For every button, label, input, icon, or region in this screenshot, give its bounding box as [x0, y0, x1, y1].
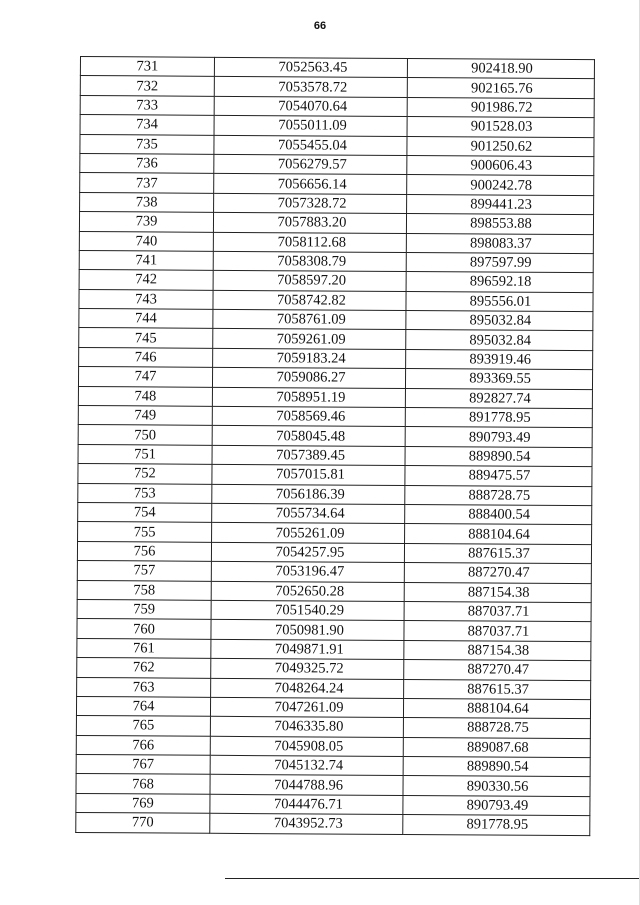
x-coordinate-cell: 7055261.09	[212, 523, 405, 544]
x-coordinate-cell: 7050981.90	[211, 620, 404, 641]
table-row	[80, 57, 594, 80]
y-coordinate-cell: 887270.47	[404, 660, 591, 681]
table-row	[79, 309, 593, 332]
y-coordinate-cell: 892827.74	[405, 388, 592, 409]
point-number-cell: 761	[77, 638, 211, 658]
coordinate-table	[75, 56, 595, 836]
point-number-cell: 732	[80, 76, 214, 96]
x-coordinate-cell: 7059261.09	[213, 329, 406, 350]
table-row	[78, 464, 592, 487]
point-number-cell: 770	[76, 813, 210, 833]
table-row	[80, 192, 594, 215]
y-coordinate-cell: 898083.37	[406, 233, 593, 254]
x-coordinate-cell: 7055011.09	[214, 115, 407, 136]
point-number-cell: 755	[78, 522, 212, 542]
y-coordinate-cell: 895032.84	[406, 330, 593, 351]
point-number-cell: 759	[77, 599, 211, 619]
y-coordinate-cell: 891778.95	[403, 815, 590, 836]
x-coordinate-cell: 7055734.64	[212, 503, 405, 524]
table-row	[80, 173, 594, 196]
table-row	[78, 502, 592, 525]
x-coordinate-cell: 7056279.57	[214, 154, 407, 175]
x-coordinate-cell: 7058308.79	[213, 251, 406, 272]
table-row	[78, 367, 592, 390]
y-coordinate-cell: 887615.37	[404, 679, 591, 700]
y-coordinate-cell: 887154.38	[404, 640, 591, 661]
point-number-cell: 751	[78, 444, 212, 464]
y-coordinate-cell: 898553.88	[406, 214, 593, 235]
y-coordinate-cell: 895032.84	[406, 311, 593, 332]
y-coordinate-cell: 887037.71	[404, 601, 591, 622]
point-number-cell: 758	[77, 580, 211, 600]
y-coordinate-cell: 900242.78	[407, 175, 594, 196]
table-row	[79, 250, 593, 273]
point-number-cell: 756	[77, 541, 211, 561]
point-number-cell: 768	[76, 774, 210, 794]
y-coordinate-cell: 890793.49	[405, 427, 592, 448]
point-number-cell: 741	[79, 250, 213, 270]
point-number-cell: 760	[77, 619, 211, 639]
point-number-cell: 748	[78, 386, 212, 406]
point-number-cell: 742	[79, 270, 213, 290]
y-coordinate-cell: 888104.64	[403, 698, 590, 719]
point-number-cell: 745	[79, 328, 213, 348]
x-coordinate-cell: 7046335.80	[210, 717, 403, 738]
table-row	[77, 638, 591, 661]
x-coordinate-cell: 7058742.82	[213, 290, 406, 311]
x-coordinate-cell: 7059183.24	[213, 348, 406, 369]
table-row	[77, 599, 591, 622]
y-coordinate-cell: 887270.47	[404, 563, 591, 584]
point-number-cell: 757	[77, 561, 211, 581]
point-number-cell: 740	[79, 231, 213, 251]
y-coordinate-cell: 900606.43	[407, 155, 594, 176]
bottom-rule	[225, 878, 640, 879]
table-row	[79, 212, 593, 235]
x-coordinate-cell: 7057883.20	[213, 212, 406, 233]
y-coordinate-cell: 899441.23	[407, 194, 594, 215]
table-row	[76, 793, 590, 816]
page-number: 66	[313, 20, 327, 32]
x-coordinate-cell: 7044788.96	[210, 775, 403, 796]
table-row	[77, 541, 591, 564]
table-row	[79, 347, 593, 370]
point-number-cell: 750	[78, 425, 212, 445]
y-coordinate-cell: 889890.54	[403, 757, 590, 778]
x-coordinate-cell: 7052650.28	[211, 581, 404, 602]
y-coordinate-cell: 889890.54	[405, 446, 592, 467]
point-number-cell: 733	[80, 95, 214, 115]
x-coordinate-cell: 7053196.47	[211, 561, 404, 582]
point-number-cell: 738	[80, 192, 214, 212]
table-row	[77, 580, 591, 603]
point-number-cell: 746	[79, 347, 213, 367]
y-coordinate-cell: 893919.46	[406, 349, 593, 370]
point-number-cell: 744	[79, 309, 213, 329]
point-number-cell: 766	[76, 735, 210, 755]
x-coordinate-cell: 7058597.20	[213, 271, 406, 292]
table-row	[78, 483, 592, 506]
table-row	[78, 444, 592, 467]
y-coordinate-cell: 887615.37	[404, 543, 591, 564]
table-row	[76, 774, 590, 797]
x-coordinate-cell: 7044476.71	[210, 794, 403, 815]
point-number-cell: 747	[78, 367, 212, 387]
point-number-cell: 736	[80, 153, 214, 173]
y-coordinate-cell: 887154.38	[404, 582, 591, 603]
table-row	[78, 522, 592, 545]
x-coordinate-cell: 7054257.95	[211, 542, 404, 563]
point-number-cell: 731	[80, 57, 214, 77]
x-coordinate-cell: 7048264.24	[211, 678, 404, 699]
x-coordinate-cell: 7051540.29	[211, 600, 404, 621]
point-number-cell: 739	[79, 212, 213, 232]
point-number-cell: 763	[77, 677, 211, 697]
table-row	[76, 755, 590, 778]
table-row	[78, 386, 592, 409]
point-number-cell: 754	[78, 502, 212, 522]
point-number-cell: 767	[76, 755, 210, 775]
x-coordinate-cell: 7045132.74	[210, 755, 403, 776]
y-coordinate-cell: 889475.57	[405, 466, 592, 487]
y-coordinate-cell: 891778.95	[405, 408, 592, 429]
x-coordinate-cell: 7052563.45	[214, 57, 407, 78]
table-row	[80, 153, 594, 176]
table-row	[77, 619, 591, 642]
point-number-cell: 737	[80, 173, 214, 193]
y-coordinate-cell: 888728.75	[403, 718, 590, 739]
table-body	[76, 57, 595, 836]
y-coordinate-cell: 888104.64	[405, 524, 592, 545]
y-coordinate-cell: 890793.49	[403, 795, 590, 816]
y-coordinate-cell: 896592.18	[406, 272, 593, 293]
x-coordinate-cell: 7053578.72	[214, 77, 407, 98]
table-row	[76, 716, 590, 739]
x-coordinate-cell: 7057328.72	[214, 193, 407, 214]
point-number-cell: 764	[76, 696, 210, 716]
x-coordinate-cell: 7045908.05	[210, 736, 403, 757]
table-row	[77, 677, 591, 700]
y-coordinate-cell: 893369.55	[405, 369, 592, 390]
point-number-cell: 762	[77, 658, 211, 678]
x-coordinate-cell: 7055455.04	[214, 135, 407, 156]
table-row	[78, 425, 592, 448]
x-coordinate-cell: 7047261.09	[210, 697, 403, 718]
point-number-cell: 765	[76, 716, 210, 736]
table-row	[80, 134, 594, 157]
table-row	[79, 270, 593, 293]
table-row	[78, 406, 592, 429]
x-coordinate-cell: 7058761.09	[213, 309, 406, 330]
y-coordinate-cell: 897597.99	[406, 252, 593, 273]
point-number-cell: 752	[78, 464, 212, 484]
y-coordinate-cell: 902165.76	[407, 78, 594, 99]
table-row	[80, 115, 594, 138]
point-number-cell: 735	[80, 134, 214, 154]
table-row	[77, 658, 591, 681]
point-number-cell: 734	[80, 115, 214, 135]
y-coordinate-cell: 889087.68	[403, 737, 590, 758]
table-row	[79, 328, 593, 351]
y-coordinate-cell: 887037.71	[404, 621, 591, 642]
x-coordinate-cell: 7058045.48	[212, 426, 405, 447]
point-number-cell: 749	[78, 406, 212, 426]
point-number-cell: 743	[79, 289, 213, 309]
x-coordinate-cell: 7058951.19	[212, 387, 405, 408]
x-coordinate-cell: 7058569.46	[212, 406, 405, 427]
table-row	[79, 231, 593, 254]
table-row	[76, 813, 590, 836]
y-coordinate-cell: 888400.54	[405, 504, 592, 525]
point-number-cell: 769	[76, 793, 210, 813]
x-coordinate-cell: 7059086.27	[212, 368, 405, 389]
x-coordinate-cell: 7049325.72	[211, 658, 404, 679]
table-row	[80, 76, 594, 99]
x-coordinate-cell: 7054070.64	[214, 96, 407, 117]
table-row	[80, 95, 594, 118]
y-coordinate-cell: 901986.72	[407, 97, 594, 118]
y-coordinate-cell: 901528.03	[407, 117, 594, 138]
y-coordinate-cell: 895556.01	[406, 291, 593, 312]
x-coordinate-cell: 7056656.14	[214, 174, 407, 195]
y-coordinate-cell: 890330.56	[403, 776, 590, 797]
y-coordinate-cell: 888728.75	[405, 485, 592, 506]
x-coordinate-cell: 7057015.81	[212, 465, 405, 486]
table-row	[76, 696, 590, 719]
x-coordinate-cell: 7056186.39	[212, 484, 405, 505]
table-row	[76, 735, 590, 758]
table-row	[77, 561, 591, 584]
x-coordinate-cell: 7058112.68	[213, 232, 406, 253]
y-coordinate-cell: 901250.62	[407, 136, 594, 157]
x-coordinate-cell: 7043952.73	[210, 814, 403, 835]
x-coordinate-cell: 7057389.45	[212, 445, 405, 466]
point-number-cell: 753	[78, 483, 212, 503]
table-row	[79, 289, 593, 312]
y-coordinate-cell: 902418.90	[407, 59, 594, 80]
x-coordinate-cell: 7049871.91	[211, 639, 404, 660]
